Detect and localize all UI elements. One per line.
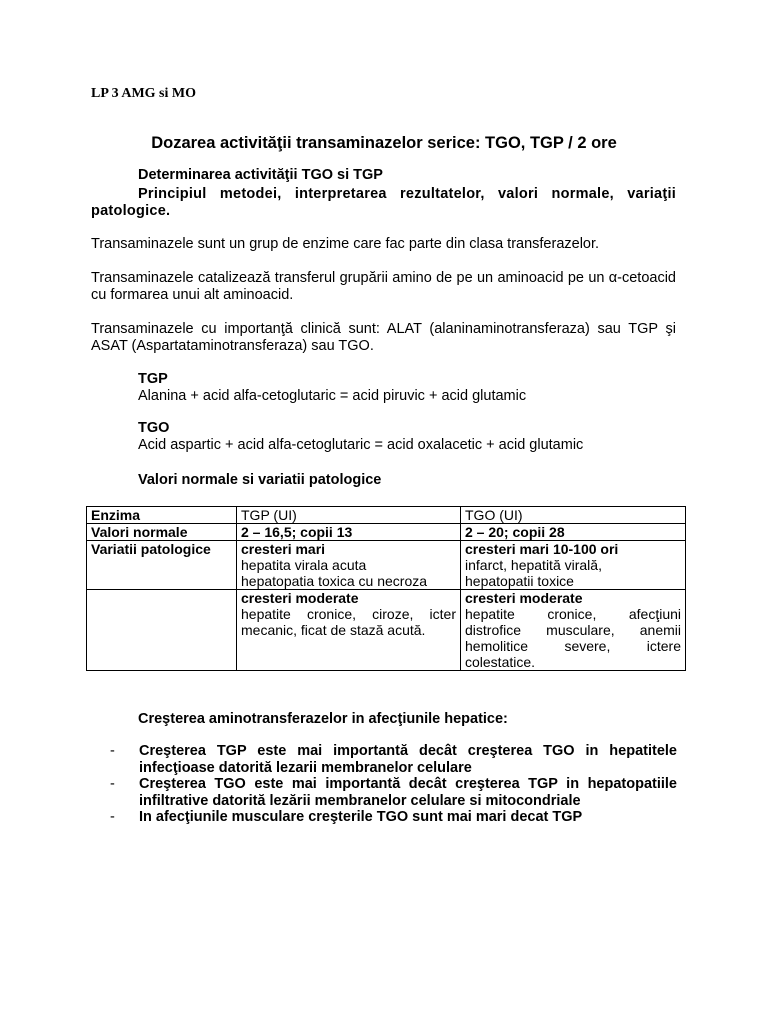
tgp-major-line: hepatita virala acuta bbox=[241, 557, 367, 573]
bullet-marker: - bbox=[110, 809, 115, 825]
table-row-normal bbox=[87, 524, 686, 541]
table-cell: Valori normale bbox=[87, 524, 237, 541]
tgp-major-line: hepatopatia toxica cu necroza bbox=[241, 573, 428, 589]
table-cell: Variatii patologice bbox=[87, 541, 237, 590]
table-heading: Valori normale si variatii patologice bbox=[138, 472, 382, 488]
table-cell bbox=[461, 541, 686, 590]
table-header-cell: Enzima bbox=[87, 507, 237, 524]
bullet-list bbox=[110, 743, 677, 826]
bullet-marker: - bbox=[110, 743, 115, 759]
tgo-major-line: hepatopatii toxice bbox=[465, 573, 574, 589]
table-header-cell: TGP (UI) bbox=[237, 507, 461, 524]
table-cell bbox=[461, 590, 686, 671]
tgo-label: TGO bbox=[138, 420, 170, 436]
section-heading-hepatic: Creşterea aminotransferazelor in afecţiunile hepatice: bbox=[138, 711, 508, 727]
table-cell bbox=[237, 590, 461, 671]
paragraph-catalysis: Transaminazele catalizează transferul grupării amino de pe un aminoacid pe un α-cetoacid cu formarea unui alt aminoacid. bbox=[91, 270, 676, 303]
tgo-major-line: infarct, hepatită virală, bbox=[465, 557, 602, 573]
table-cell bbox=[237, 541, 461, 590]
table-header-cell: TGO (UI) bbox=[461, 507, 686, 524]
table-row-header bbox=[87, 507, 686, 524]
subheading-determination: Determinarea activităţii TGO si TGP bbox=[138, 167, 383, 183]
table-row-major bbox=[87, 541, 686, 590]
bullet-marker: - bbox=[110, 776, 115, 792]
tgp-moderate-title: cresteri moderate bbox=[241, 590, 359, 606]
tgp-reaction: Alanina + acid alfa-cetoglutaric = acid piruvic + acid glutamic bbox=[138, 388, 527, 404]
tgo-moderate-title: cresteri moderate bbox=[465, 590, 583, 606]
values-table bbox=[86, 506, 686, 671]
table-cell-empty bbox=[87, 590, 237, 671]
tgo-major-title: cresteri mari 10-100 ori bbox=[465, 541, 619, 557]
tgp-major-title: cresteri mari bbox=[241, 541, 326, 557]
paragraph-definition: Transaminazele sunt un grup de enzime care fac parte din clasa transferazelor. bbox=[91, 236, 600, 252]
table-row-moderate bbox=[87, 590, 686, 671]
list-item-text: In afecţiunile musculare creşterile TGO sunt mai mari decat TGP bbox=[139, 809, 583, 825]
list-item bbox=[110, 743, 677, 776]
subheading-principle: Principiul metodei, interpretarea rezultatelor, valori normale, variaţii patologice. bbox=[91, 186, 676, 219]
course-label: LP 3 AMG si MO bbox=[91, 86, 196, 101]
list-item-text: Creşterea TGP este mai importantă decât creşterea TGO in hepatitele infecţioase datorită lezarii membranelor celulare bbox=[139, 743, 677, 776]
tgp-moderate-text: hepatite cronice, ciroze, icter mecanic, ficat de stază acută. bbox=[241, 606, 456, 638]
list-item-text: Creşterea TGO este mai importantă decât creşterea TGP in hepatopatiile infiltrative datorită lezării membranelor celulare si mitocondriale bbox=[139, 776, 677, 809]
tgp-label: TGP bbox=[138, 371, 168, 387]
table-cell: 2 – 20; copii 28 bbox=[461, 524, 686, 541]
table-cell: 2 – 16,5; copii 13 bbox=[237, 524, 461, 541]
tgo-reaction: Acid aspartic + acid alfa-cetoglutaric = acid oxalacetic + acid glutamic bbox=[138, 437, 584, 453]
tgo-moderate-text: hepatite cronice, afecţiuni distrofice musculare, anemii hemolitice severe, ictere colestatice. bbox=[465, 606, 681, 670]
page-title: Dozarea activităţii transaminazelor serice: TGO, TGP / 2 ore bbox=[151, 134, 617, 152]
list-item bbox=[110, 809, 677, 826]
list-item bbox=[110, 776, 677, 809]
paragraph-clinical: Transaminazele cu importanţă clinică sunt: ALAT (alaninaminotransferaza) sau TGP şi ASAT (Aspartataminotransferaza) sau TGO. bbox=[91, 321, 676, 354]
